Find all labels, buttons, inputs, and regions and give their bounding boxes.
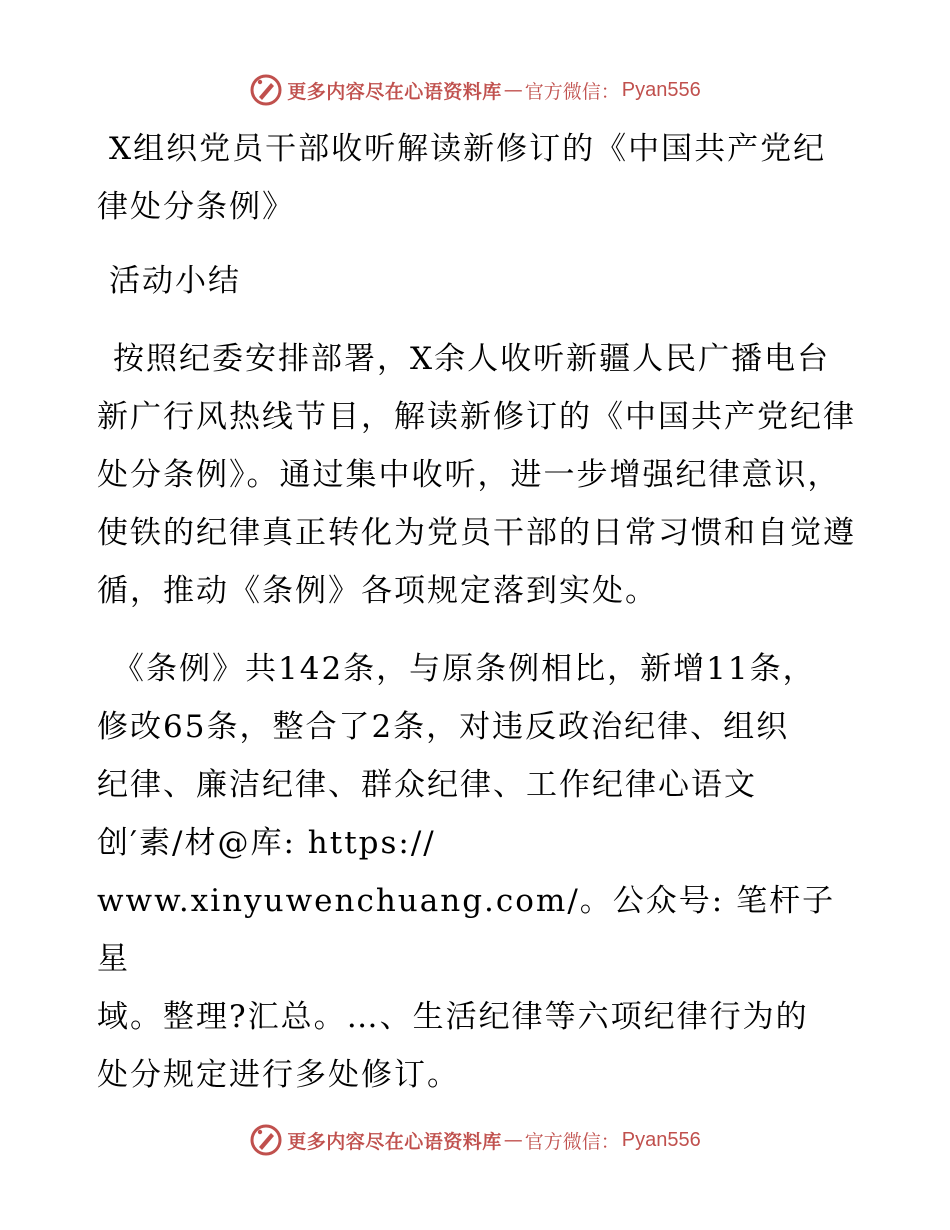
paragraph-2 xyxy=(97,640,857,1104)
banner-wechat-id: Pyan556 xyxy=(621,78,701,101)
footer-banner xyxy=(0,1120,950,1160)
banner-official-label: 官方微信： xyxy=(524,1130,620,1153)
title-line-2: 律处分条例》 xyxy=(97,189,295,225)
banner-slogan: 更多内容尽在心语资料库 xyxy=(287,1130,502,1153)
paragraph-2-line-1: 《条例》共142条，与原条例相比，新增11条， xyxy=(113,651,816,687)
paragraph-1 xyxy=(97,330,857,620)
document-title xyxy=(97,120,857,236)
paragraph-2-line-5: www.xinyuwenchuang.com/。公众号: 笔杆子星 xyxy=(97,883,836,977)
paragraph-2-line-6: 域。整理?汇总。…、生活纪律等六项纪律行为的 xyxy=(97,999,809,1035)
pen-nib-circle-icon xyxy=(249,73,283,107)
paragraph-2-line-3: 纪律、廉洁纪律、群众纪律、工作纪律心语文 xyxy=(97,767,757,803)
header-banner xyxy=(0,70,950,110)
banner-separator: — xyxy=(503,1129,523,1151)
banner-official-label: 官方微信： xyxy=(524,80,620,103)
document-body xyxy=(97,120,857,1104)
paragraph-2-line-7: 处分规定进行多处修订。 xyxy=(97,1057,460,1093)
banner-slogan: 更多内容尽在心语资料库 xyxy=(287,80,502,103)
banner-separator: — xyxy=(503,79,523,101)
paragraph-1-text: 按照纪委安排部署，X余人收听新疆人民广播电台新广行风热线节目，解读新修订的《中国共产党纪律处分条例》。通过集中收听，进一步增强纪律意识，使铁的纪律真正转化为党员干部的日常习惯和自觉遵循，推动《条例》各项规定落到实处。 xyxy=(97,341,856,609)
document-subtitle: 活动小结 xyxy=(109,263,241,299)
paragraph-2-line-4: 创′素/材@库: https:// xyxy=(97,825,436,861)
title-line-1: X组织党员干部收听解读新修订的《中国共产党纪 xyxy=(109,131,827,167)
paragraph-2-line-2: 修改65条，整合了2条，对违反政治纪律、组织 xyxy=(97,709,790,745)
banner-wechat-id: Pyan556 xyxy=(621,1128,701,1151)
pen-nib-circle-icon xyxy=(249,1123,283,1157)
